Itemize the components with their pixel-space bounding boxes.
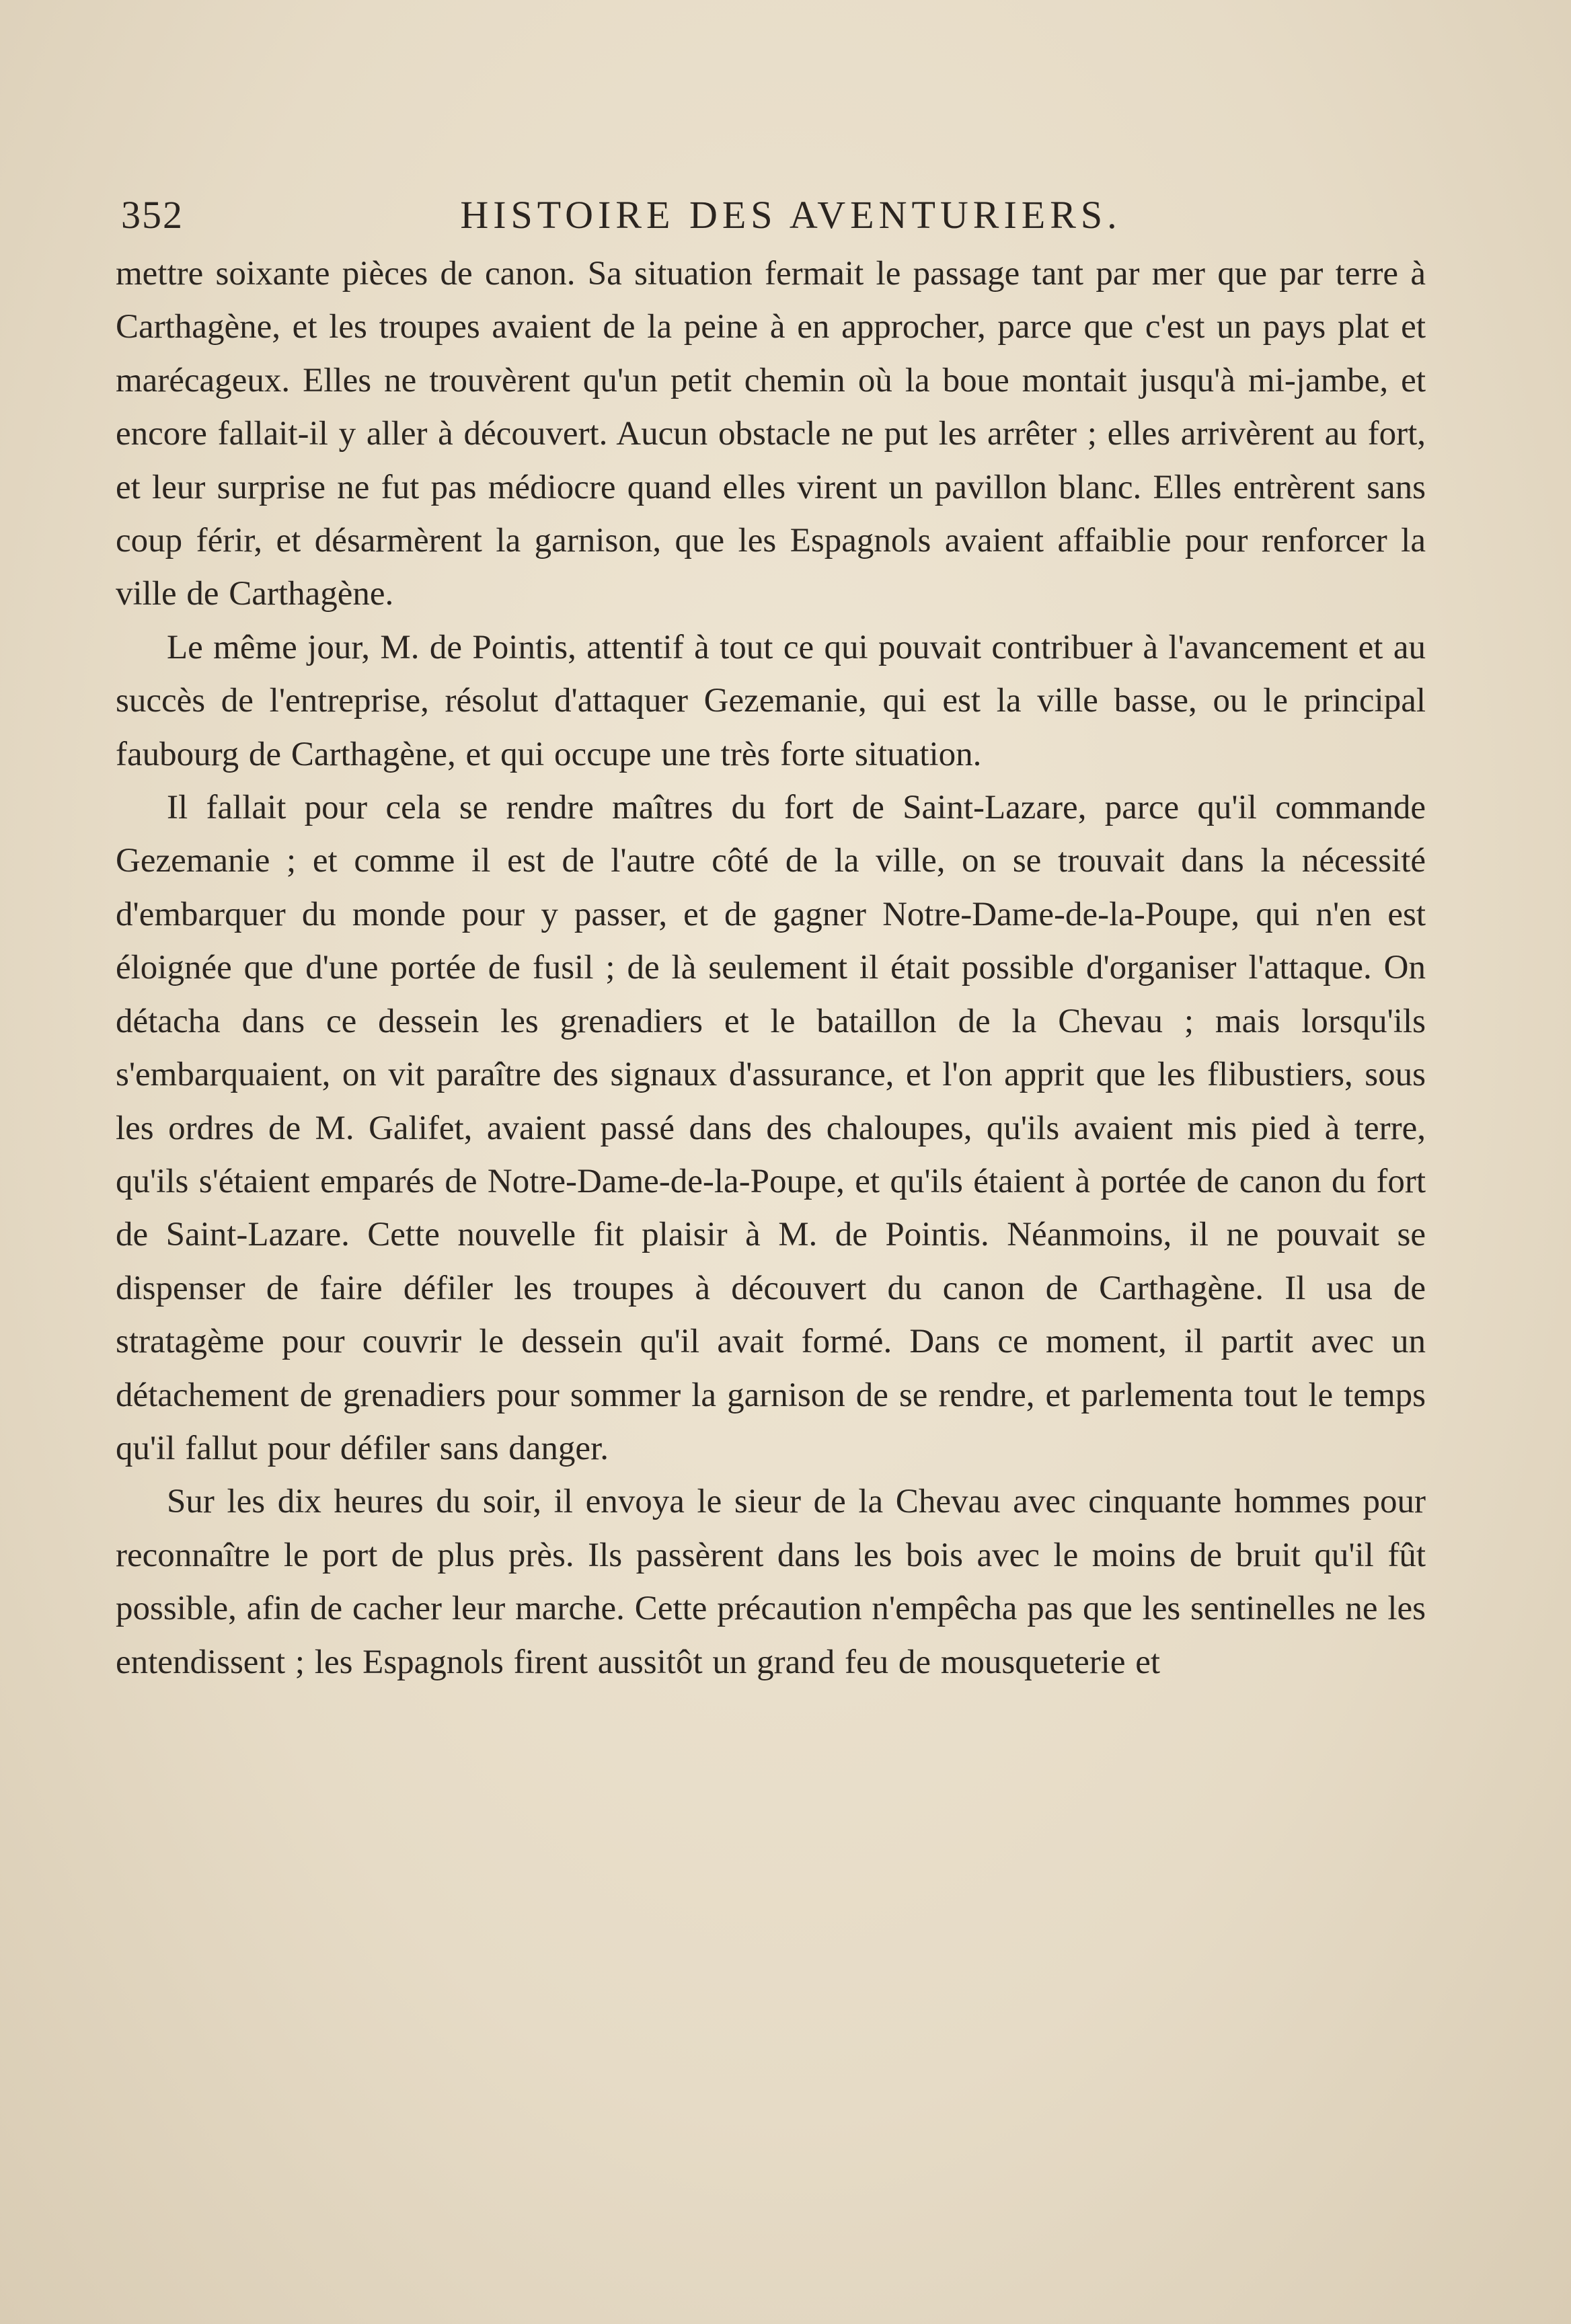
paragraph: Le même jour, M. de Pointis, attentif à tout ce qui pouvait contribuer à l'avancement et au succès de l'entreprise, résolut d'attaquer Gezemanie, qui est la ville basse, ou le principal faubourg de Carthagène, et qui occupe une très forte situation. [116,628,1426,773]
paragraph-continuation: mettre soixante pièces de canon. Sa situation fermait le passage tant par mer que par terre à Carthagène, et les troupes avaient de la peine à en approcher, parce que c'est un pays plat et marécageux. Elles ne trouvèrent qu'un petit chemin où la boue montait jusqu'à mi-jambe, et encore fallait-il y aller à découvert. Aucun obstacle ne put les arrêter ; elles arrivèrent au fort, et leur surprise ne fut pas médiocre quand elles virent un pavillon blanc. Elles entrèrent sans coup férir, et désarmèrent la garnison, que les Espagnols avaient affaiblie pour renforcer la ville de Carthagène. [116,255,1426,613]
body-text [116,247,1426,1689]
running-head [116,190,1426,243]
paragraph: Sur les dix heures du soir, il envoya le sieur de la Chevau avec cinquante hommes pour reconnaître le port de plus près. Ils passèrent dans les bois avec le moins de bruit qu'il fût possible, afin de cacher leur marche. Cette précaution n'empêcha pas que les sentinelles ne les entendissent ; les Espagnols firent aussitôt un grand feu de mousqueterie et [116,1483,1426,1681]
paragraph: Il fallait pour cela se rendre maîtres du fort de Saint-Lazare, parce qu'il commande Gezemanie ; et comme il est de l'autre côté de la ville, on se trouvait dans la nécessité d'embarquer du monde pour y passer, et de gagner Notre-Dame-de-la-Poupe, qui n'en est éloignée que d'une portée de fusil ; de là seulement il était possible d'organiser l'attaque. On détacha dans ce dessein les grenadiers et le bataillon de la Chevau ; mais lorsqu'ils s'embarquaient, on vit paraître des signaux d'assurance, et l'on apprit que les flibustiers, sous les ordres de M. Galifet, avaient passé dans des chaloupes, qu'ils avaient mis pied à terre, qu'ils s'étaient emparés de Notre-Dame-de-la-Poupe, et qu'ils étaient à portée de canon du fort de Saint-Lazare. Cette nouvelle fit plaisir à M. de Pointis. Néanmoins, il ne pouvait se dispenser de faire défiler les troupes à découvert du canon de Carthagène. Il usa de stratagème pour couvrir le dessein qu'il avait formé. Dans ce moment, il partit avec un détachement de grenadiers pour sommer la garnison de se rendre, et parlementa tout le temps qu'il fallut pour défiler sans danger. [116,789,1426,1467]
book-page [116,190,1426,1689]
page-number: 352 [121,193,184,237]
running-title: HISTOIRE DES AVENTURIERS. [460,193,1122,237]
